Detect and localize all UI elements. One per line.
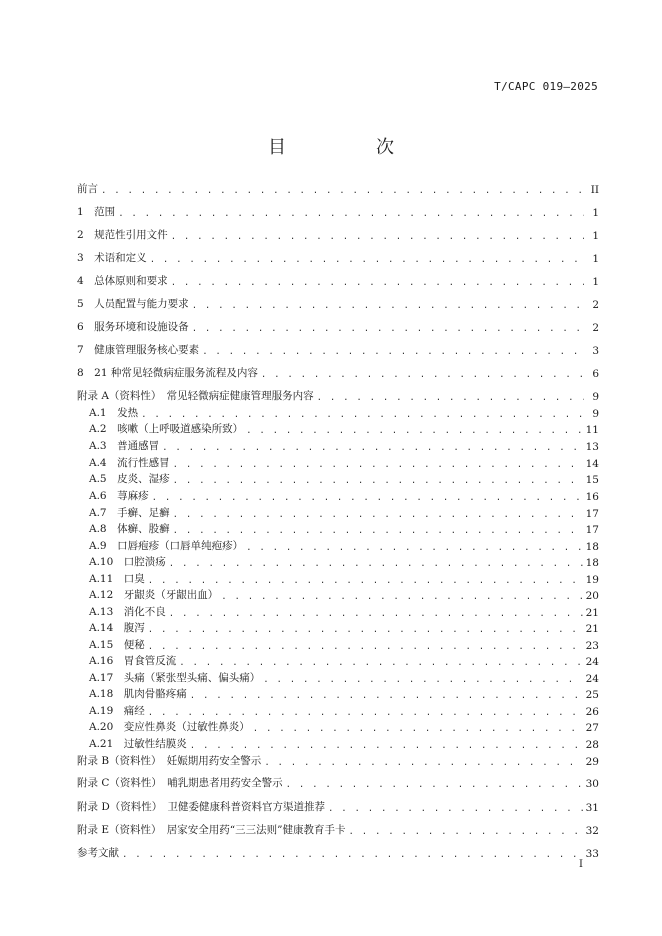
toc-leader-dots [141,410,584,420]
toc-entry-page: 19 [585,574,599,586]
toc-leader-dots [202,347,584,357]
toc-entry-label: 3 术语和定义 [77,252,147,264]
toc-entry-page: 6 [592,368,599,380]
toc-leader-dots [101,186,584,196]
toc-entry-label: A.3 普通感冒 [89,440,160,452]
toc-entry-label: A.4 流行性感冒 [89,457,170,469]
toc-entry-page: 1 [592,276,599,288]
toc-entry[interactable] [77,180,599,196]
toc-entry-page: 1 [592,230,599,242]
toc-entry-page: 11 [585,424,599,436]
toc-entry-page: 9 [592,408,599,420]
toc-leader-dots [148,642,583,652]
toc-entry-label: A.12 牙龈炎（牙龈出血） [89,589,219,601]
toc-entry[interactable] [89,487,599,503]
toc-entry[interactable] [89,570,599,586]
toc-leader-dots [221,592,582,602]
toc-entry-label: A.6 荨麻疹 [89,490,149,502]
toc-entry-label: A.5 皮炎、湿疹 [89,473,170,485]
toc-leader-dots [179,658,582,668]
toc-leader-dots [152,493,583,503]
page-title: 目 次 [268,137,430,158]
toc-entry-label: A.17 头痛（紧张型头痛、偏头痛） [89,672,261,684]
toc-leader-dots [173,526,583,536]
toc-entry[interactable] [77,295,599,311]
toc-entry-label: A.15 便秘 [89,639,145,651]
toc-entry-page: II [590,184,599,196]
toc-entry[interactable] [77,203,599,219]
toc-entry[interactable] [89,470,599,486]
toc-leader-dots [162,443,583,453]
toc-entry-page: 28 [585,739,599,751]
toc-entry[interactable] [77,272,599,288]
toc-leader-dots [286,780,583,790]
toc-leader-dots [173,460,583,470]
toc-leader-dots [190,691,583,701]
toc-leader-dots [171,278,584,288]
toc-entry-page: 1 [592,207,599,219]
toc-entry-page: 9 [592,391,599,403]
toc-entry[interactable] [89,504,599,520]
toc-entry[interactable] [89,586,599,602]
toc-leader-dots [169,609,583,619]
toc-leader-dots [349,827,583,837]
toc-entry-label: A.16 胃食管反流 [89,655,177,667]
toc-entry-page: 21 [585,623,599,635]
toc-entry-page: 24 [585,673,599,685]
toc-entry-page: 23 [585,640,599,652]
toc-entry-label: A.7 手癣、足癣 [89,507,170,519]
toc-entry[interactable] [89,685,599,701]
toc-entry-label: A.10 口腔溃疡 [89,556,166,568]
toc-entry[interactable] [89,437,599,453]
toc-entry-label: A.14 腹泻 [89,622,145,634]
toc-entry-label: 参考文献 [77,847,119,859]
toc-entry-label: 5 人员配置与能力要求 [77,298,189,310]
toc-leader-dots [169,559,583,569]
toc-entry-page: 2 [592,299,599,311]
toc-entry[interactable] [77,341,599,357]
toc-entry-page: 15 [585,474,599,486]
toc-entry[interactable] [89,636,599,652]
toc-entry-label: A.13 消化不良 [89,606,166,618]
toc-entry-label: A.11 口臭 [89,573,145,585]
toc-leader-dots [171,232,584,242]
toc-leader-dots [173,510,583,520]
toc-entry-label: 附录 B（资料性） 妊娠期用药安全警示 [77,755,262,767]
toc-entry-label: A.18 肌肉骨骼疼痛 [89,688,187,700]
toc-entry[interactable] [77,318,599,334]
toc-entry-page: 3 [592,345,599,357]
toc-leader-dots [148,708,583,718]
toc-entry-page: 33 [585,848,599,860]
toc-entry-page: 32 [585,825,599,837]
toc-entry[interactable] [77,226,599,242]
toc-leader-dots [148,576,583,586]
toc-leader-dots [328,804,583,814]
toc-entry[interactable] [89,718,599,734]
toc-entry[interactable] [89,537,599,553]
toc-leader-dots [150,255,584,265]
toc-entry-label: A.8 体癣、股癣 [89,523,170,535]
page-number: I [579,859,583,870]
toc-entry[interactable] [77,364,599,380]
toc-entry-label: 1 范围 [77,206,116,218]
toc-entry-label: A.21 过敏性结膜炎 [89,738,187,750]
toc-leader-dots [263,675,582,685]
toc-entry[interactable] [77,752,599,768]
toc-entry-label: 4 总体原则和要求 [77,275,168,287]
toc-entry-page: 21 [585,607,599,619]
toc-entry-page: 20 [585,590,599,602]
toc-entry[interactable] [89,603,599,619]
toc-entry-page: 2 [592,322,599,334]
toc-entry-label: A.9 口唇疱疹（口唇单纯疱疹） [89,540,244,552]
toc-entry[interactable] [89,652,599,668]
toc-leader-dots [122,850,583,860]
toc-entry[interactable] [77,249,599,265]
toc-leader-dots [190,741,583,751]
toc-leader-dots [192,324,584,334]
toc-entry[interactable] [89,619,599,635]
toc-entry-label: 附录 C（资料性） 哺乳期患者用药安全警示 [77,777,283,789]
toc-entry-page: 25 [585,689,599,701]
toc-entry-page: 31 [585,802,599,814]
toc-entry-page: 29 [585,756,599,768]
toc-entry-label: 7 健康管理服务核心要素 [77,344,200,356]
toc-leader-dots [246,543,583,553]
toc-entry[interactable] [77,844,599,860]
toc-leader-dots [148,625,583,635]
toc-entry-page: 17 [585,508,599,520]
toc-entry[interactable] [77,798,599,814]
toc-entry[interactable] [77,821,599,837]
toc-entry-label: A.1 发热 [89,407,139,419]
toc-entry-label: 8 21 种常见轻微病症服务流程及内容 [77,367,258,379]
toc-entry[interactable] [89,520,599,536]
toc-entry[interactable] [89,454,599,470]
toc-entry-label: 附录 D（资料性） 卫健委健康科普资料官方渠道推荐 [77,801,326,813]
toc-entry-label: 附录 E（资料性） 居家安全用药“三三法则”健康教育手卡 [77,824,346,836]
toc-entry-page: 24 [585,656,599,668]
toc-entry-label: A.20 变应性鼻炎（过敏性鼻炎） [89,721,250,733]
toc-entry[interactable] [89,669,599,685]
toc-entry[interactable] [89,735,599,751]
toc-leader-dots [192,301,584,311]
toc-entry-label: A.19 痛经 [89,705,145,717]
toc-entry-page: 26 [585,706,599,718]
toc-leader-dots [173,476,583,486]
toc-entry-page: 18 [585,541,599,553]
toc-entry-label: A.2 咳嗽（上呼吸道感染所致） [89,423,244,435]
toc-entry-page: 18 [585,557,599,569]
toc-leader-dots [253,724,583,734]
standard-code: T/CAPC 019—2025 [494,80,598,93]
toc-entry-label: 2 规范性引用文件 [77,229,168,241]
toc-entry[interactable] [89,553,599,569]
toc-leader-dots [261,370,584,380]
toc-entry-page: 30 [585,778,599,790]
toc-entry-page: 1 [592,253,599,265]
toc-entry-label: 附录 A（资料性） 常见轻微病症健康管理服务内容 [77,390,314,402]
toc-entry[interactable] [77,387,599,403]
toc-entry-label: 前言 [77,183,98,195]
toc-leader-dots [118,209,584,219]
toc-entry[interactable] [89,420,599,436]
toc-entry-page: 14 [585,458,599,470]
toc-entry[interactable] [77,774,599,790]
toc-entry-page: 13 [585,441,599,453]
toc-entry[interactable] [89,404,599,420]
toc-leader-dots [264,758,582,768]
toc-leader-dots [246,426,583,436]
toc-entry-page: 16 [585,491,599,503]
toc-entry-page: 17 [585,524,599,536]
toc-entry-page: 27 [585,722,599,734]
toc-entry-label: 6 服务环境和设施设备 [77,321,189,333]
toc-entry[interactable] [89,702,599,718]
toc-leader-dots [317,393,584,403]
